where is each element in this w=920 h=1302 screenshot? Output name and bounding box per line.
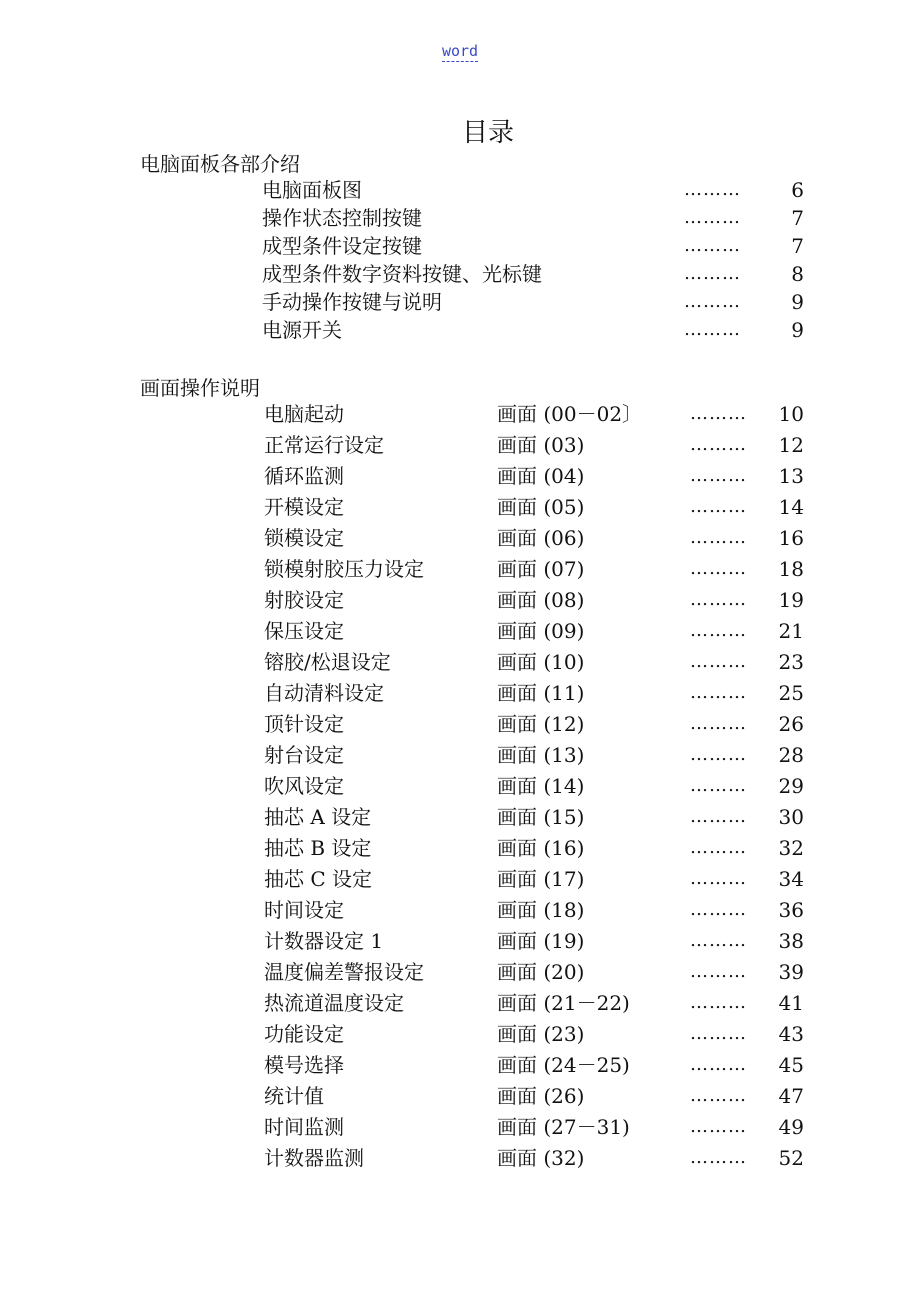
toc-entry-page: 45 (778, 1053, 804, 1077)
toc-entry-leader: ……… (690, 434, 747, 455)
toc-entry-leader: ……… (690, 527, 747, 548)
toc-entry-leader: ……… (690, 403, 747, 424)
toc-entry-screen: 画面 (24－25) (497, 1053, 630, 1077)
toc-entry-page: 26 (778, 712, 804, 736)
toc-entry-screen: 画面 (18) (497, 898, 585, 922)
toc-entry-leader: ……… (690, 775, 747, 796)
toc-entry-label: 操作状态控制按键 (262, 206, 422, 230)
toc-entry-screen: 画面 (14) (497, 774, 585, 798)
toc-entry-screen: 画面 (23) (497, 1022, 585, 1046)
toc-entry (0, 288, 920, 316)
toc-entry (0, 1082, 920, 1110)
toc-entry-page: 41 (778, 991, 804, 1015)
toc-entry-label: 抽芯 A 设定 (264, 805, 372, 829)
toc-entry-screen: 画面 (04) (497, 464, 585, 488)
toc-entry-page: 8 (791, 262, 804, 286)
toc-entry-leader: ……… (690, 899, 747, 920)
toc-entry-page: 12 (778, 433, 804, 457)
toc-entry-label: 计数器设定 1 (264, 929, 384, 953)
toc-entry-label: 循环监测 (264, 464, 344, 488)
toc-entry-leader: ……… (690, 682, 747, 703)
toc-entry-screen: 画面 (03) (497, 433, 585, 457)
toc-entry (0, 741, 920, 769)
toc-entry-screen: 画面 (12) (497, 712, 585, 736)
toc-entry-leader: ……… (684, 263, 741, 284)
toc-entry-page: 38 (778, 929, 804, 953)
toc-entry-leader: ……… (690, 1147, 747, 1168)
toc-entry-page: 36 (778, 898, 804, 922)
toc-entry (0, 1020, 920, 1048)
toc-entry-leader: ……… (684, 235, 741, 256)
toc-entry-page: 19 (778, 588, 804, 612)
toc-entry (0, 260, 920, 288)
toc-entry (0, 400, 920, 428)
toc-entry-page: 7 (791, 206, 804, 230)
toc-entry-leader: ……… (690, 558, 747, 579)
toc-entry-leader: ……… (684, 319, 741, 340)
toc-entry-screen: 画面 (06) (497, 526, 585, 550)
toc-entry-page: 7 (791, 234, 804, 258)
toc-entry (0, 176, 920, 204)
toc-entry-page: 9 (791, 290, 804, 314)
toc-entry-page: 32 (778, 836, 804, 860)
toc-entry-page: 13 (778, 464, 804, 488)
toc-entry-leader: ……… (684, 291, 741, 312)
toc-entry (0, 586, 920, 614)
toc-entry-leader: ……… (690, 589, 747, 610)
toc-entry (0, 834, 920, 862)
toc-entry-label: 开模设定 (264, 495, 344, 519)
toc-entry (0, 927, 920, 955)
toc-entry (0, 232, 920, 260)
toc-entry (0, 865, 920, 893)
toc-entry-page: 6 (791, 178, 804, 202)
toc-entry (0, 648, 920, 676)
toc-entry-screen: 画面 (08) (497, 588, 585, 612)
toc-entry (0, 431, 920, 459)
toc-entry (0, 316, 920, 344)
toc-entry-page: 28 (778, 743, 804, 767)
toc-entry-label: 手动操作按键与说明 (262, 290, 442, 314)
toc-entry-screen: 画面 (09) (497, 619, 585, 643)
toc-entry-screen: 画面 (20) (497, 960, 585, 984)
toc-entry-screen: 画面 (27－31) (497, 1115, 630, 1139)
toc-entry (0, 803, 920, 831)
toc-entry-label: 计数器监测 (264, 1146, 364, 1170)
toc-entry-screen: 画面 (15) (497, 805, 585, 829)
toc-entry-page: 52 (778, 1146, 804, 1170)
toc-entry-label: 成型条件数字资料按键、光标键 (262, 262, 542, 286)
toc-entry-label: 保压设定 (264, 619, 344, 643)
toc-entry-label: 电脑起动 (264, 402, 344, 426)
toc-entry-screen: 画面 (32) (497, 1146, 585, 1170)
toc-entry (0, 1113, 920, 1141)
toc-entry-screen: 画面 (19) (497, 929, 585, 953)
toc-entry-leader: ……… (690, 713, 747, 734)
toc-entry-leader: ……… (690, 620, 747, 641)
toc-entry-label: 热流道温度设定 (264, 991, 404, 1015)
toc-entry-label: 时间设定 (264, 898, 344, 922)
toc-entry-page: 14 (778, 495, 804, 519)
toc-entry-page: 39 (778, 960, 804, 984)
toc-entry-label: 模号选择 (264, 1053, 344, 1077)
toc-entry-page: 43 (778, 1022, 804, 1046)
toc-entry (0, 772, 920, 800)
toc-entry-leader: ……… (690, 465, 747, 486)
toc-entry-label: 自动清料设定 (264, 681, 384, 705)
toc-entry-page: 34 (778, 867, 804, 891)
toc-entry (0, 555, 920, 583)
toc-entry-label: 正常运行设定 (264, 433, 384, 457)
toc-entry-page: 10 (778, 402, 804, 426)
toc-entry-leader: ……… (690, 837, 747, 858)
toc-entry-leader: ……… (690, 961, 747, 982)
toc-entry-screen: 画面 (21－22) (497, 991, 630, 1015)
toc-entry-leader: ……… (690, 930, 747, 951)
toc-entry-label: 抽芯 C 设定 (264, 867, 373, 891)
toc-entry-leader: ……… (690, 992, 747, 1013)
toc-entry-leader: ……… (684, 179, 741, 200)
toc-entry-screen: 画面 (11) (497, 681, 585, 705)
toc-entry-page: 9 (791, 318, 804, 342)
toc-entry-leader: ……… (690, 651, 747, 672)
toc-entry-leader: ……… (690, 1023, 747, 1044)
toc-entry-label: 统计值 (264, 1084, 324, 1108)
toc-entry-label: 时间监测 (264, 1115, 344, 1139)
section2-heading: 画面操作说明 (140, 376, 260, 400)
toc-entry (0, 896, 920, 924)
toc-entry-label: 功能设定 (264, 1022, 344, 1046)
toc-entry (0, 1144, 920, 1172)
toc-entry-leader: ……… (690, 496, 747, 517)
toc-entry-screen: 画面 (00－02〕 (497, 402, 643, 426)
toc-entry-label: 电源开关 (262, 318, 342, 342)
toc-entry (0, 462, 920, 490)
toc-entry-page: 49 (778, 1115, 804, 1139)
toc-entry (0, 710, 920, 738)
toc-entry-leader: ……… (690, 1054, 747, 1075)
toc-entry-label: 射台设定 (264, 743, 344, 767)
toc-title: 目录 (461, 118, 514, 148)
toc-entry (0, 958, 920, 986)
toc-entry-leader: ……… (690, 1085, 747, 1106)
toc-entry-screen: 画面 (17) (497, 867, 585, 891)
toc-entry-leader: ……… (690, 1116, 747, 1137)
toc-entry-label: 温度偏差警报设定 (264, 960, 424, 984)
toc-entry-leader: ……… (690, 806, 747, 827)
toc-entry-leader: ……… (684, 207, 741, 228)
toc-entry (0, 204, 920, 232)
section1-heading: 电脑面板各部介绍 (140, 152, 300, 176)
toc-entry-label: 锁模射胶压力设定 (264, 557, 424, 581)
toc-entry-page: 16 (778, 526, 804, 550)
toc-entry-label: 锁模设定 (264, 526, 344, 550)
toc-entry-page: 18 (778, 557, 804, 581)
toc-entry (0, 493, 920, 521)
header-word-link[interactable] (0, 42, 920, 60)
toc-entry-screen: 画面 (16) (497, 836, 585, 860)
toc-entry-screen: 画面 (13) (497, 743, 585, 767)
toc-entry (0, 989, 920, 1017)
toc-entry-label: 镕胶/松退设定 (264, 650, 391, 674)
toc-entry-screen: 画面 (10) (497, 650, 585, 674)
toc-entry (0, 1051, 920, 1079)
toc-entry-label: 电脑面板图 (262, 178, 362, 202)
toc-entry-page: 23 (778, 650, 804, 674)
toc-entry (0, 524, 920, 552)
toc-entry-label: 抽芯 B 设定 (264, 836, 372, 860)
toc-entry-label: 吹风设定 (264, 774, 344, 798)
toc-entry-page: 21 (778, 619, 804, 643)
header-word-link-text[interactable]: word (441, 42, 479, 60)
toc-entry-label: 成型条件设定按键 (262, 234, 422, 258)
toc-entry-label: 顶针设定 (264, 712, 344, 736)
toc-entry-screen: 画面 (26) (497, 1084, 585, 1108)
toc-entry-label: 射胶设定 (264, 588, 344, 612)
toc-entry-leader: ……… (690, 744, 747, 765)
toc-entry-leader: ……… (690, 868, 747, 889)
toc-entry-page: 30 (778, 805, 804, 829)
toc-entry-screen: 画面 (07) (497, 557, 585, 581)
toc-entry-screen: 画面 (05) (497, 495, 585, 519)
toc-entry-page: 47 (778, 1084, 804, 1108)
toc-entry (0, 617, 920, 645)
toc-entry-page: 25 (778, 681, 804, 705)
toc-entry (0, 679, 920, 707)
toc-entry-page: 29 (778, 774, 804, 798)
